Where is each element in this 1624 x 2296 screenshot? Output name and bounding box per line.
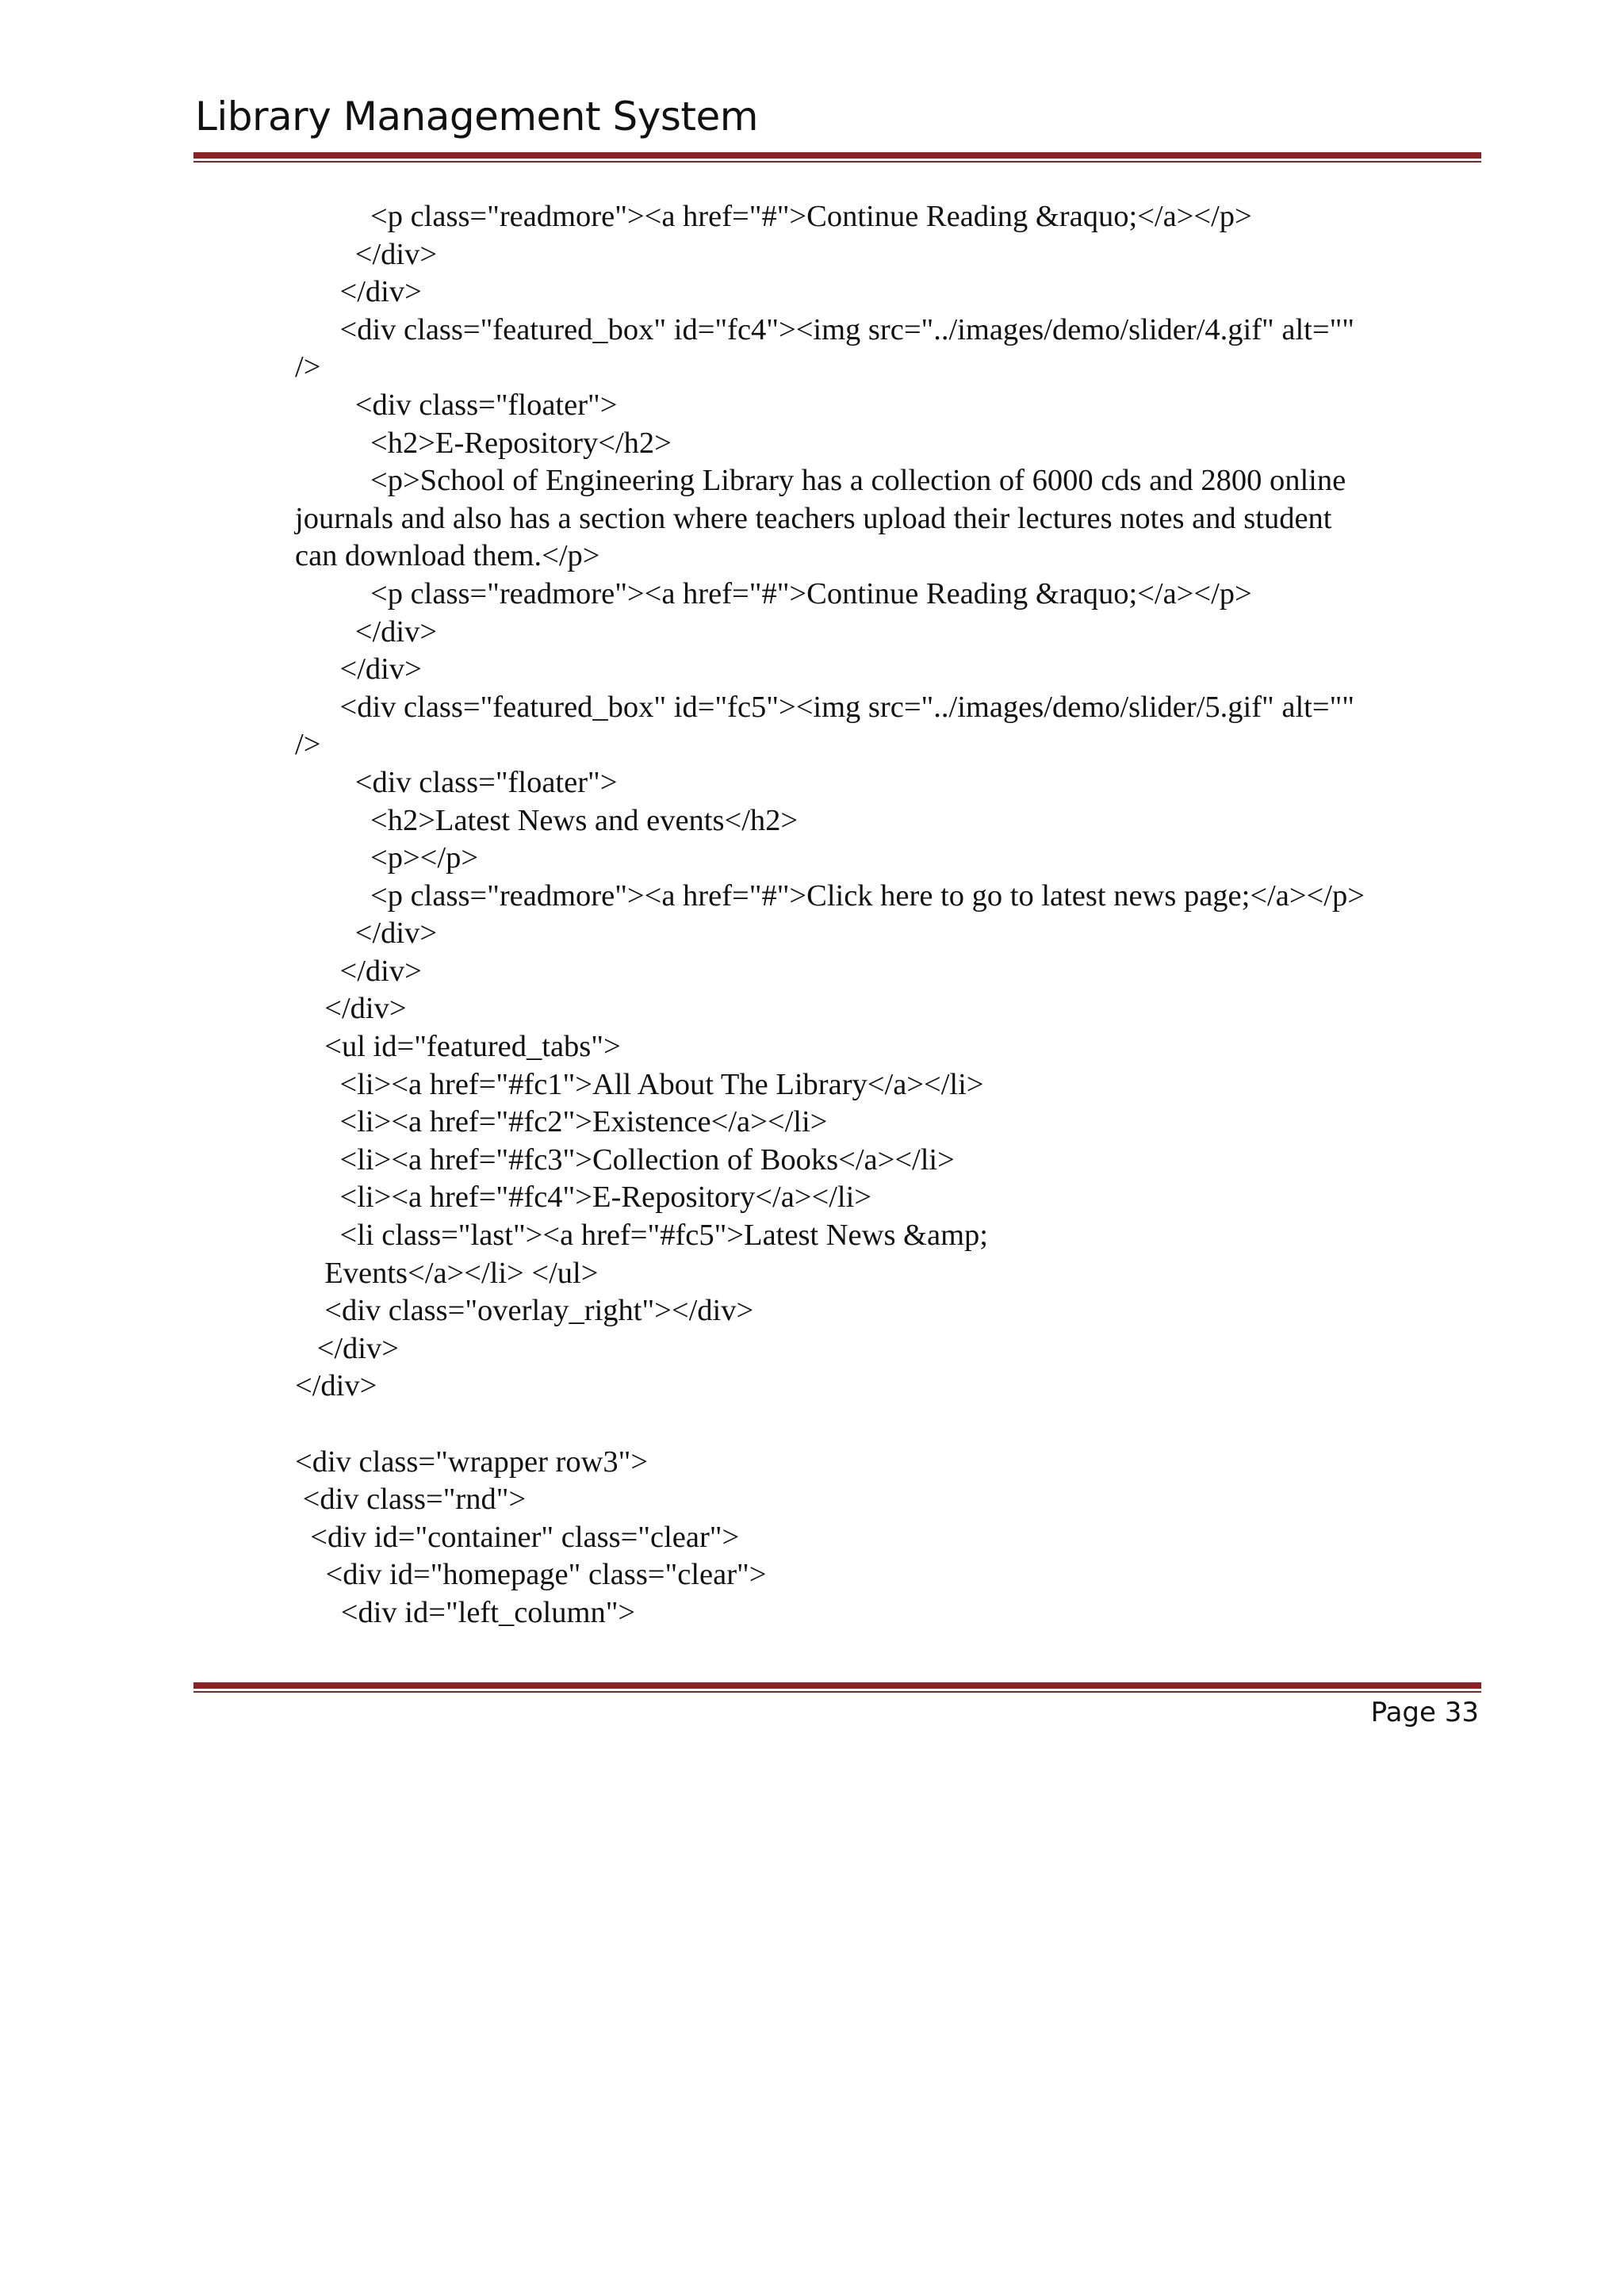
code-line: <div class="floater"> [309, 765, 618, 799]
code-line: </div> [309, 275, 422, 309]
document-header-title: Library Management System [195, 94, 758, 140]
code-line: <li><a href="#fc2">Existence</a></li> [309, 1105, 828, 1139]
code-line: </div> [309, 916, 438, 951]
header-rule [193, 152, 1481, 163]
code-line: <div class="wrapper row3"> [295, 1445, 649, 1479]
code-line: <h2>Latest News and events</h2> [309, 803, 799, 837]
code-line: <ul id="featured_tabs"> [309, 1030, 621, 1064]
code-line: </div> [309, 614, 438, 649]
code-line: </div> [295, 1369, 377, 1403]
code-line: <p>School of Engineering Library has a collection of 6000 cds and 2800 online [309, 464, 1346, 498]
code-line: <h2>E-Repository</h2> [309, 426, 672, 460]
code-line: </div> [309, 237, 438, 271]
code-line: <p class="readmore"><a href="#">Continue Reading &raquo;</a></p> [309, 200, 1252, 233]
code-line: <div id="left_column"> [295, 1595, 636, 1629]
code-line: <li><a href="#fc4">E-Repository</a></li> [309, 1181, 872, 1215]
footer-rule [193, 1682, 1481, 1693]
code-listing [295, 198, 1483, 1632]
code-line: <div id="homepage" class="clear"> [295, 1558, 767, 1592]
code-line: <p class="readmore"><a href="#">Continue Reading &raquo;</a></p> [309, 576, 1252, 610]
code-line: <div class="rnd"> [295, 1483, 527, 1517]
code-line: <div class="overlay_right"></div> [309, 1294, 754, 1328]
code-line: <div class="featured_box" id="fc4"><img src="../images/demo/slider/4.gif" alt="" [309, 312, 1355, 346]
page-number: Page 33 [1370, 1697, 1479, 1728]
code-line: can download them.</p> [295, 539, 600, 573]
code-line: </div> [309, 652, 422, 687]
code-line: <li><a href="#fc3">Collection of Books</a></li> [309, 1142, 955, 1177]
code-line: <div class="floater"> [309, 388, 618, 422]
code-line: <li class="last"><a href="#fc5">Latest News &amp; [309, 1219, 988, 1253]
code-line: /> [295, 728, 321, 762]
code-line: /> [295, 350, 321, 385]
code-line: <div class="featured_box" id="fc5"><img src="../images/demo/slider/5.gif" alt="" [309, 690, 1355, 724]
code-line: </div> [309, 1331, 399, 1365]
code-line: journals and also has a section where teachers upload their lectures notes and student [295, 501, 1332, 535]
code-line: <p></p> [309, 841, 479, 875]
code-line [309, 1406, 1483, 1444]
code-line: <div id="container" class="clear"> [295, 1520, 740, 1554]
code-line: </div> [309, 954, 422, 988]
code-line: <li><a href="#fc1">All About The Library</a></li> [309, 1067, 984, 1101]
code-line: </div> [309, 992, 407, 1026]
code-line: <p class="readmore"><a href="#">Click here to go to latest news page;</a></p> [309, 878, 1365, 913]
code-line: Events</a></li> </ul> [309, 1256, 599, 1290]
